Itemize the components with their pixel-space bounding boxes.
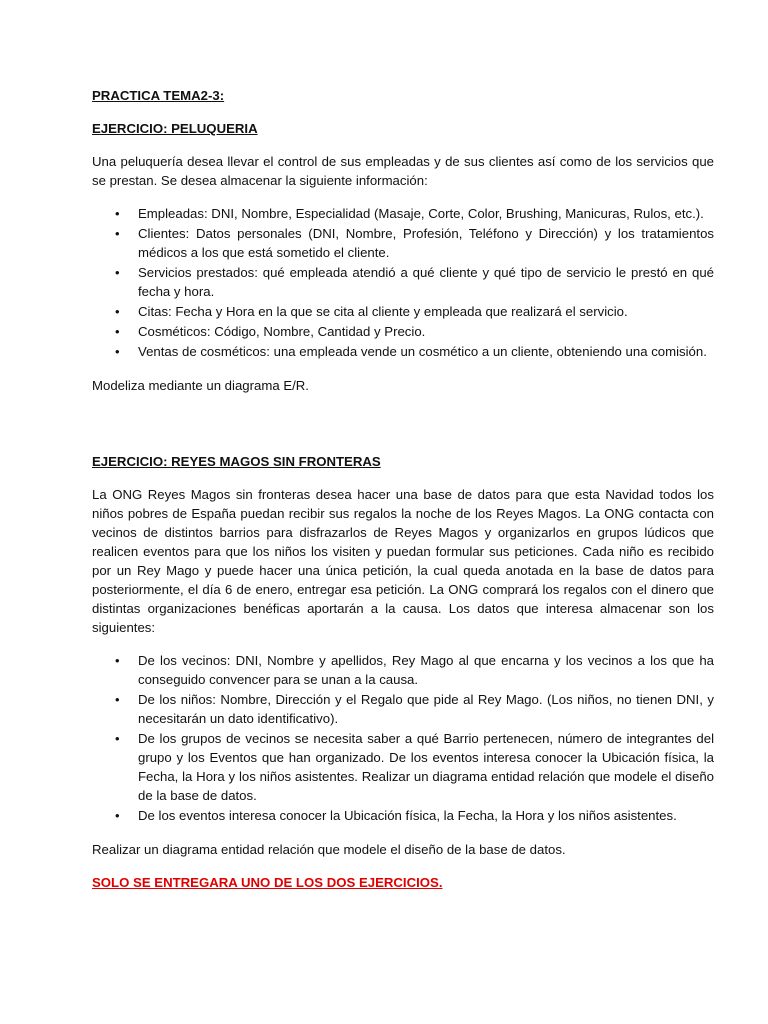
list-item-text: Servicios prestados: qué empleada atendió a qué cliente y qué tipo de servicio le prestó en qué fecha y hora. xyxy=(138,265,714,299)
bullet-icon: • xyxy=(115,692,120,707)
list-item-text: De los vecinos: DNI, Nombre y apellidos, Rey Mago al que encarna y los vecinos a los que ha conseguido convencer para se unan a la causa. xyxy=(138,653,714,687)
bullet-icon: • xyxy=(115,731,120,746)
submission-warning: SOLO SE ENTREGARA UNO DE LOS DOS EJERCICIOS. xyxy=(92,875,443,890)
list-item-text: Citas: Fecha y Hora en la que se cita al cliente y empleada que realizará el servicio. xyxy=(138,304,628,319)
bullet-icon: • xyxy=(115,808,120,823)
list-item xyxy=(92,263,714,301)
bullet-icon: • xyxy=(115,344,120,359)
exercise1-closing: Modeliza mediante un diagrama E/R. xyxy=(92,378,309,393)
exercise1-heading: EJERCICIO: PELUQUERIA xyxy=(92,121,258,136)
list-item xyxy=(92,729,714,805)
bullet-icon: • xyxy=(115,324,120,339)
list-item-text: Ventas de cosméticos: una empleada vende un cosmético a un cliente, obteniendo una comisión. xyxy=(138,344,707,359)
list-item-text: Empleadas: DNI, Nombre, Especialidad (Masaje, Corte, Color, Brushing, Manicuras, Rulos, etc.). xyxy=(138,206,704,221)
list-item xyxy=(92,690,714,728)
list-item-text: De los eventos interesa conocer la Ubicación física, la Fecha, la Hora y los niños asistentes. xyxy=(138,808,677,823)
exercise2-bullet-list xyxy=(92,651,714,825)
exercise1-bullet-list xyxy=(92,204,714,361)
bullet-icon: • xyxy=(115,304,120,319)
list-item xyxy=(92,651,714,689)
bullet-icon: • xyxy=(115,206,120,221)
exercise2-intro: La ONG Reyes Magos sin fronteras desea hacer una base de datos para que esta Navidad todos los niños pobres de España puedan recibir sus regalos la noche de los Reyes Magos. La ONG contacta con vecinos de distintos barrios para disfrazarlos de Reyes Magos y organizarlos en grupos lúdicos que realicen eventos para que los niños los visiten y puedan formular sus peticiones. Cada niño es recibido por un Rey Mago y puede hacer una única petición, la cual queda anotada en la base de datos para posteriormente, el día 6 de enero, entregar esa petición. La ONG comprará los regalos con el dinero que distintas organizaciones benéficas aportarán a la causa. Los datos que interesa almacenar son los siguientes: xyxy=(92,487,714,635)
list-item xyxy=(92,224,714,262)
list-item-text: Clientes: Datos personales (DNI, Nombre, Profesión, Teléfono y Dirección) y los tratamientos médicos a los que está sometido el cliente. xyxy=(138,226,714,260)
list-item xyxy=(92,806,714,825)
list-item xyxy=(92,342,714,361)
list-item-text: Cosméticos: Código, Nombre, Cantidad y Precio. xyxy=(138,324,426,339)
exercise2-heading: EJERCICIO: REYES MAGOS SIN FRONTERAS xyxy=(92,454,381,469)
list-item xyxy=(92,322,714,341)
bullet-icon: • xyxy=(115,653,120,668)
document-title: PRACTICA TEMA2-3: xyxy=(92,88,225,103)
exercise1-intro: Una peluquería desea llevar el control de sus empleadas y de sus clientes así como de los servicios que se prestan. Se desea almacenar la siguiente información: xyxy=(92,154,714,188)
list-item xyxy=(92,204,714,223)
bullet-icon: • xyxy=(115,226,120,241)
list-item-text: De los niños: Nombre, Dirección y el Regalo que pide al Rey Mago. (Los niños, no tienen DNI, y necesitarán un dato identificativo). xyxy=(138,692,714,726)
bullet-icon: • xyxy=(115,265,120,280)
list-item xyxy=(92,302,714,321)
exercise2-closing: Realizar un diagrama entidad relación que modele el diseño de la base de datos. xyxy=(92,842,566,857)
list-item-text: De los grupos de vecinos se necesita saber a qué Barrio pertenecen, número de integrantes del grupo y los Eventos que han organizado. De los eventos interesa conocer la Ubicación física, la Fecha, la Hora y los niños asistentes. Realizar un diagrama entidad relación que modele el diseño de la base de datos. xyxy=(138,731,714,803)
